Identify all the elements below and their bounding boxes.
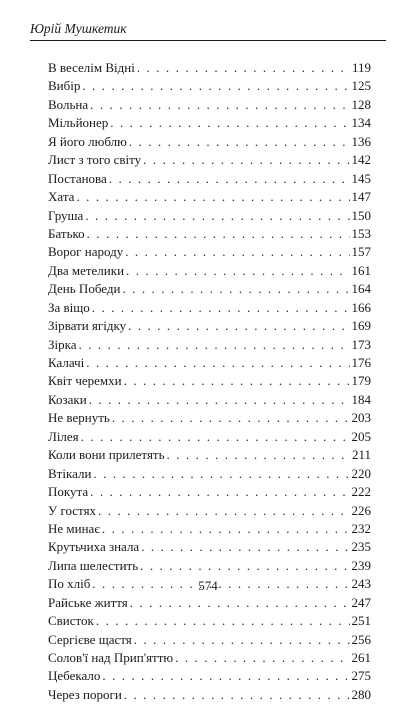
toc-entry-page: 145 bbox=[351, 170, 371, 186]
toc-entry bbox=[48, 502, 371, 520]
toc-entry-title: Постанова bbox=[48, 170, 107, 186]
toc-entry bbox=[48, 77, 371, 95]
toc-entry-title: Через пороги bbox=[48, 686, 122, 702]
toc-entry-page: 147 bbox=[351, 189, 371, 205]
toc-entry-page: 275 bbox=[351, 668, 371, 684]
toc-dot-leader bbox=[110, 114, 349, 132]
toc-dot-leader bbox=[96, 612, 350, 630]
toc-entry-title: Покута bbox=[48, 484, 89, 500]
page-number: 574 bbox=[198, 578, 218, 593]
toc-entry-page: 153 bbox=[351, 225, 371, 241]
toc-entry bbox=[48, 409, 371, 427]
toc-entry bbox=[48, 59, 371, 77]
toc-dot-leader bbox=[129, 133, 350, 151]
toc-dot-leader bbox=[76, 188, 349, 206]
toc-entry-page: 256 bbox=[351, 631, 371, 647]
toc-dot-leader bbox=[86, 354, 349, 372]
toc-entry-title: По хліб bbox=[48, 576, 91, 592]
toc-entry-title: Крутьчиха знала bbox=[48, 539, 140, 555]
toc-entry-title: В веселім Відні bbox=[48, 60, 135, 75]
toc-entry-title: День Победи bbox=[48, 281, 121, 297]
toc-dot-leader bbox=[98, 502, 349, 520]
toc-dot-leader bbox=[90, 96, 349, 114]
toc-dot-leader bbox=[79, 336, 350, 354]
toc-entry-title: Батько bbox=[48, 225, 85, 241]
toc-entry-page: 150 bbox=[351, 207, 371, 223]
toc-dot-leader bbox=[93, 465, 349, 483]
toc-entry bbox=[48, 170, 371, 188]
header-rule bbox=[30, 40, 386, 41]
toc-entry-title: Цебекало bbox=[48, 668, 101, 684]
toc-entry-page: 125 bbox=[351, 78, 371, 94]
toc-entry bbox=[48, 317, 371, 335]
toc-entry bbox=[48, 612, 371, 630]
toc-dot-leader bbox=[122, 280, 349, 298]
toc-entry-title: Вольна bbox=[48, 96, 89, 112]
toc-entry-title: Два метелики bbox=[48, 262, 125, 278]
toc-entry-page: 164 bbox=[351, 281, 371, 297]
toc-entry bbox=[48, 299, 371, 317]
toc-entry-page: 251 bbox=[351, 613, 371, 629]
toc-dot-leader bbox=[87, 225, 350, 243]
toc-dot-leader bbox=[102, 667, 349, 685]
toc-dot-leader bbox=[141, 538, 349, 556]
toc-entry bbox=[48, 483, 371, 501]
toc-entry-title: Груша bbox=[48, 207, 84, 223]
toc-entry-page: 173 bbox=[351, 336, 371, 352]
toc-dot-leader bbox=[167, 446, 350, 464]
toc-dot-leader bbox=[112, 409, 350, 427]
toc-dot-leader bbox=[130, 594, 350, 612]
toc-entry-title: Козаки bbox=[48, 391, 87, 407]
toc-entry bbox=[48, 96, 371, 114]
toc-entry-title: Я його люблю bbox=[48, 133, 127, 149]
toc-dot-leader bbox=[82, 77, 349, 95]
toc-entry-title: Сергієве щастя bbox=[48, 631, 132, 647]
toc-dot-leader bbox=[143, 151, 349, 169]
toc-entry bbox=[48, 225, 371, 243]
toc-dot-leader bbox=[109, 170, 350, 188]
toc-entry-page: 211 bbox=[351, 447, 371, 463]
toc-entry-title: Не вернуть bbox=[48, 410, 110, 426]
toc-entry-page: 128 bbox=[351, 96, 371, 112]
toc-entry-page: 179 bbox=[351, 373, 371, 389]
toc-dot-leader bbox=[125, 243, 349, 261]
toc-entry-title: Свисток bbox=[48, 613, 94, 629]
toc-entry bbox=[48, 354, 371, 372]
toc-entry-title: За віщо bbox=[48, 299, 90, 315]
toc-entry-title: Коли вони прилетять bbox=[48, 447, 165, 463]
toc-dot-leader bbox=[128, 317, 349, 335]
toc-entry-page: 280 bbox=[351, 686, 371, 702]
toc-entry-title: У гостях bbox=[48, 502, 97, 518]
toc-entry-title: Мільйонер bbox=[48, 115, 109, 131]
toc-entry bbox=[48, 151, 371, 169]
toc-entry bbox=[48, 557, 371, 575]
toc-entry-page: 235 bbox=[351, 539, 371, 555]
toc-entry-page: 239 bbox=[351, 557, 371, 573]
toc-dot-leader bbox=[126, 262, 349, 280]
toc-entry bbox=[48, 207, 371, 225]
toc-entry bbox=[48, 280, 371, 298]
toc-entry bbox=[48, 594, 371, 612]
toc-entry bbox=[48, 538, 371, 556]
toc-dot-leader bbox=[137, 59, 350, 77]
toc-entry bbox=[48, 336, 371, 354]
toc-entry-page: 176 bbox=[351, 355, 371, 370]
toc-dot-leader bbox=[89, 391, 350, 409]
toc-entry-title: Калачі bbox=[48, 355, 85, 370]
toc-entry bbox=[48, 262, 371, 280]
toc-entry-page: 166 bbox=[351, 299, 371, 315]
toc-entry-page: 203 bbox=[351, 410, 371, 426]
toc-entry-page: 220 bbox=[351, 465, 371, 481]
table-of-contents bbox=[48, 59, 371, 704]
toc-entry bbox=[48, 465, 371, 483]
toc-entry-title: Зірвати ягідку bbox=[48, 318, 127, 334]
toc-entry bbox=[48, 428, 371, 446]
toc-entry-title: Лист з того світу bbox=[48, 152, 142, 168]
toc-entry-title: Липа шелестить bbox=[48, 557, 139, 573]
toc-entry bbox=[48, 520, 371, 538]
toc-entry-page: 142 bbox=[351, 152, 371, 168]
toc-entry-page: 222 bbox=[351, 484, 371, 500]
toc-entry-page: 157 bbox=[351, 244, 371, 260]
toc-entry-title: Солов'ї над Прип'яттю bbox=[48, 650, 174, 665]
toc-entry bbox=[48, 243, 371, 261]
toc-entry bbox=[48, 114, 371, 132]
toc-entry bbox=[48, 372, 371, 390]
toc-dot-leader bbox=[140, 557, 349, 575]
toc-entry-title: Хата bbox=[48, 189, 75, 205]
toc-entry-page: 184 bbox=[351, 391, 371, 407]
toc-entry-title: Лілея bbox=[48, 428, 79, 444]
toc-dot-leader bbox=[85, 207, 349, 225]
toc-dot-leader bbox=[90, 483, 349, 501]
toc-entry bbox=[48, 133, 371, 151]
toc-dot-leader bbox=[124, 372, 350, 390]
toc-entry-page: 119 bbox=[351, 60, 371, 75]
toc-entry-page: 134 bbox=[351, 115, 371, 131]
toc-entry bbox=[48, 649, 371, 667]
toc-entry bbox=[48, 188, 371, 206]
toc-entry-page: 169 bbox=[351, 318, 371, 334]
toc-dot-leader bbox=[175, 649, 349, 667]
toc-entry-page: 261 bbox=[351, 650, 371, 665]
toc-entry-title: Вибір bbox=[48, 78, 81, 94]
toc-entry-title: Ворог народу bbox=[48, 244, 124, 260]
toc-entry bbox=[48, 631, 371, 649]
toc-entry bbox=[48, 391, 371, 409]
toc-entry-page: 232 bbox=[351, 520, 371, 536]
running-header-author: Юрій Мушкетик bbox=[30, 21, 127, 36]
toc-entry-page: 161 bbox=[351, 262, 371, 278]
toc-dot-leader bbox=[124, 686, 350, 704]
toc-entry-title: Райське життя bbox=[48, 594, 128, 610]
toc-dot-leader bbox=[92, 299, 350, 317]
toc-entry bbox=[48, 446, 371, 464]
toc-entry-page: 247 bbox=[351, 594, 371, 610]
toc-entry bbox=[48, 686, 371, 704]
toc-entry-title: Не минає bbox=[48, 520, 100, 536]
toc-entry-title: Квіт черемхи bbox=[48, 373, 122, 389]
toc-entry-page: 243 bbox=[351, 576, 371, 592]
toc-entry-page: 226 bbox=[351, 502, 371, 518]
toc-dot-leader bbox=[134, 631, 350, 649]
toc-dot-leader bbox=[102, 520, 350, 538]
toc-entry-page: 136 bbox=[351, 133, 371, 149]
toc-entry bbox=[48, 667, 371, 685]
toc-entry-title: Зірка bbox=[48, 336, 77, 352]
toc-dot-leader bbox=[81, 428, 350, 446]
toc-entry-page: 205 bbox=[351, 428, 371, 444]
toc-entry-title: Втікали bbox=[48, 465, 92, 481]
